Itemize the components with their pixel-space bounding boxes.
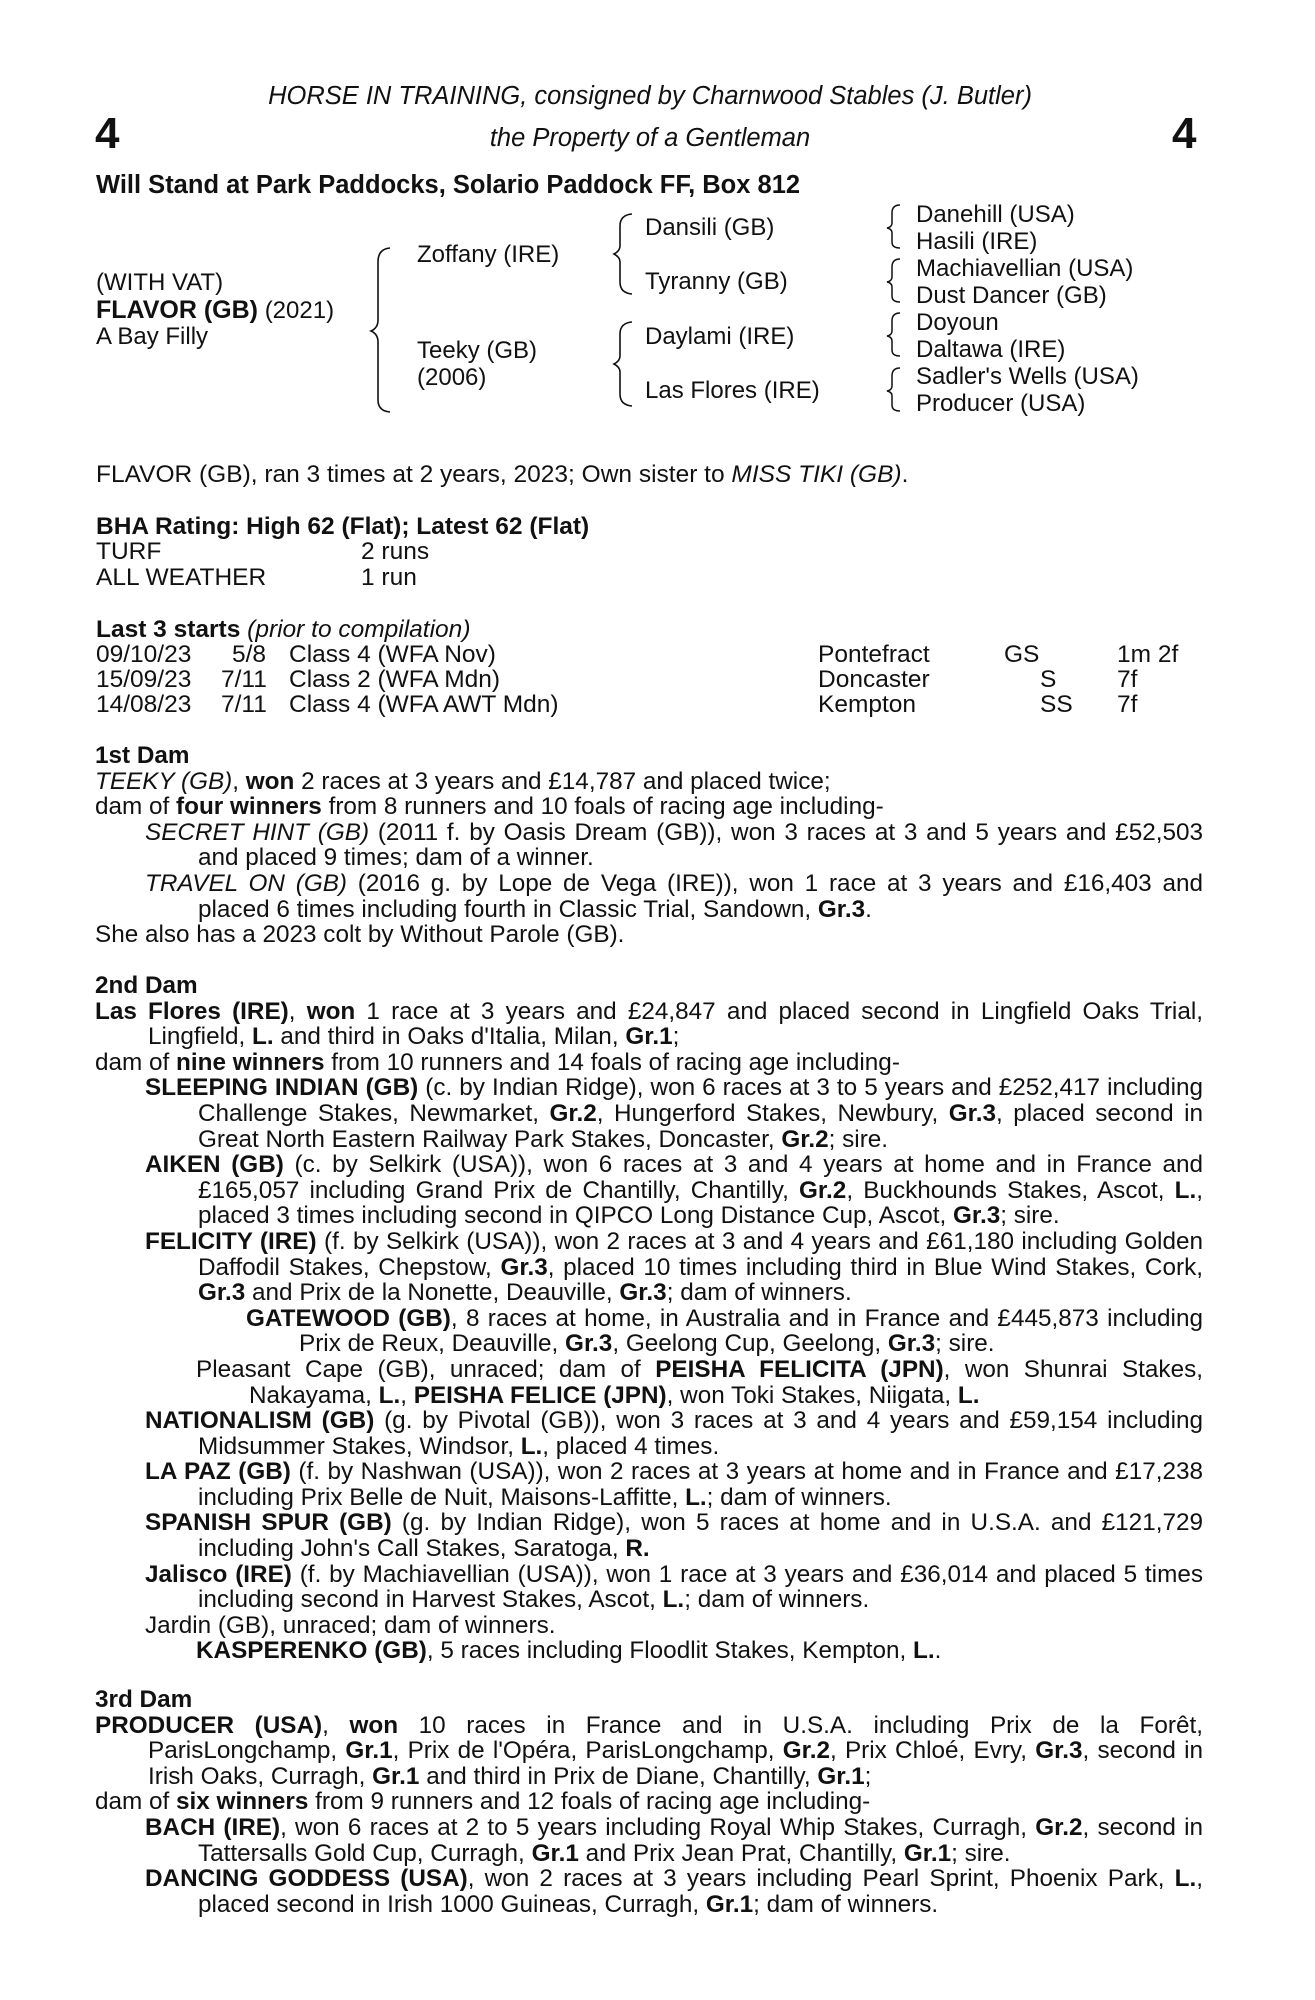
consignor-line: HORSE IN TRAINING, consigned by Charnwood Stables (J. Butler) — [268, 82, 1032, 110]
first-dam-produce — [95, 794, 1203, 820]
dam-year: (2006) — [417, 364, 487, 391]
bold-run: L. — [252, 1023, 274, 1051]
great-grandparent: Dust Dancer (GB) — [916, 282, 1107, 309]
start-race: Class 4 (WFA Nov) — [289, 641, 496, 668]
first-dam-note — [95, 922, 1203, 948]
bold-run: nine winners — [176, 1048, 325, 1076]
second-dam-produce — [95, 1050, 1203, 1076]
great-grandparent: Machiavellian (USA) — [916, 255, 1134, 282]
bold-run: Gr.2 — [782, 1737, 830, 1765]
lot-number-right: 4 — [1172, 109, 1197, 158]
text-run: , Geelong Cup, Geelong, — [612, 1330, 888, 1358]
bold-run: L. — [957, 1381, 980, 1409]
text-run: and Prix de la Nonette, Deauville, — [245, 1279, 620, 1307]
progeny-entry — [95, 1152, 1203, 1229]
text-run: (2016 g. by Lope de Vega (IRE)), won 1 race at 3 years and £16,403 and placed 6 times including fourth in Classic Trial, Sandown, — [198, 869, 1203, 923]
text-run: She also has a 2023 colt by Without Parole (GB). — [95, 921, 625, 949]
bold-run: KASPERENKO (GB) — [196, 1637, 427, 1665]
text-run: (c. by Indian Ridge), won 6 races at 3 to 5 years and £252,417 including Challenge Stakes, Newmarket, — [198, 1074, 1203, 1127]
horse-description: A Bay Filly — [96, 323, 209, 350]
start-position: 7/11 — [221, 666, 267, 693]
text-run: ; — [672, 1023, 680, 1051]
progeny-entry — [95, 1562, 1203, 1613]
bold-run: FELICITY (IRE) — [145, 1227, 317, 1255]
bold-run: L. — [913, 1637, 935, 1665]
start-distance: 7f — [1117, 666, 1138, 693]
italic-run: SECRET HINT (GB) — [145, 818, 370, 846]
dam-name: Teeky (GB) — [417, 337, 538, 364]
bold-run: L. — [1174, 1865, 1197, 1893]
surface-runs: 2 runs — [361, 538, 430, 565]
bold-run: L. — [520, 1432, 543, 1460]
text-run: Pleasant Cape (GB), unraced; dam of — [196, 1355, 656, 1383]
text-run: (f. by Nashwan (USA)), won 2 races at 3 years at home and in France and £17,238 including Prix Belle de Nuit, Maisons-Laffitte, — [198, 1458, 1204, 1511]
bold-run: Gr.3 — [887, 1330, 936, 1358]
text-run: , Prix Chloé, Evry, — [830, 1737, 1036, 1765]
text-run: . — [865, 895, 872, 923]
lot-number-left: 4 — [95, 109, 120, 158]
start-distance: 7f — [1117, 691, 1138, 718]
bold-run: Gr.1 — [817, 1762, 865, 1790]
text-run: ; sire. — [828, 1125, 889, 1153]
text-run: , placed 3 times including second in QIPCO Long Distance Cup, Ascot, — [198, 1176, 1203, 1230]
start-course: Kempton — [818, 691, 917, 718]
grandsire: Dansili (GB) — [645, 214, 775, 241]
bold-run: PEISHA FELICE (JPN) — [413, 1381, 667, 1409]
bold-run: PRODUCER (USA) — [95, 1711, 323, 1739]
text-run: 10 races in France and in U.S.A. including Prix de la Forêt, ParisLongchamp, — [148, 1711, 1203, 1765]
bold-run: BACH (IRE) — [145, 1813, 281, 1841]
race-summary — [96, 462, 908, 488]
bold-run: won — [306, 997, 356, 1025]
bold-run: won — [349, 1711, 399, 1739]
progeny-entry — [95, 1866, 1203, 1917]
bold-run: won — [245, 767, 295, 795]
text-run: , won 6 races at 2 to 5 years including Royal Whip Stakes, Curragh, — [280, 1813, 1036, 1841]
text-run: , — [232, 767, 246, 795]
property-line: the Property of a Gentleman — [489, 124, 811, 152]
text-run: , — [322, 1711, 350, 1739]
start-position: 7/11 — [221, 691, 267, 718]
great-grandparent: Danehill (USA) — [916, 201, 1075, 228]
text-run: (f. by Machiavellian (USA)), won 1 race at 3 years and £36,014 and placed 5 times including second in Harvest Stakes, Ascot, — [198, 1560, 1203, 1614]
surface-label: ALL WEATHER — [96, 564, 267, 591]
start-course: Pontefract — [818, 641, 930, 668]
bha-rating: BHA Rating: High 62 (Flat); Latest 62 (Flat) — [96, 513, 590, 540]
first-dam-record — [95, 769, 1203, 795]
text-run: ; dam of winners. — [684, 1586, 870, 1614]
bold-run: Gr.1 — [903, 1839, 952, 1867]
start-date: 09/10/23 — [96, 641, 192, 668]
first-dam-heading: 1st Dam — [95, 742, 190, 769]
text-run: from 8 runners and 10 foals of racing age including- — [321, 793, 884, 821]
text-run: (2011 f. by Oasis Dream (GB)), won 3 races at 3 and 5 years and £52,503 and placed 9 times; dam of a winner. — [198, 818, 1204, 872]
bracket-great — [0, 0, 1, 1]
progeny-entry — [95, 1815, 1203, 1866]
text-run: , — [400, 1381, 414, 1409]
text-run: , placed 4 times. — [542, 1432, 720, 1460]
text-run: , placed second in Great North Eastern Railway Park Stakes, Doncaster, — [198, 1099, 1204, 1153]
text-run: Jardin (GB), unraced; dam of winners. — [145, 1611, 556, 1639]
start-date: 15/09/23 — [96, 666, 192, 693]
bold-run: SPANISH SPUR (GB) — [145, 1509, 392, 1537]
start-going: S — [1040, 666, 1057, 693]
bold-run: Gr.3 — [198, 1279, 246, 1307]
text-run: from 9 runners and 12 foals of racing age including- — [308, 1788, 871, 1816]
bold-run: DANCING GODDESS (USA) — [145, 1865, 468, 1893]
text-run: , won Shunrai Stakes, Nakayama, — [249, 1355, 1203, 1409]
bold-run: GATEWOOD (GB) — [246, 1304, 451, 1332]
text-run: 2 races at 3 years and £14,787 and placed twice; — [294, 767, 831, 795]
horse-name-line — [96, 297, 334, 324]
great-grandparent: Daltawa (IRE) — [916, 336, 1066, 363]
stand-location: Will Stand at Park Paddocks, Solario Paddock FF, Box 812 — [96, 171, 801, 199]
great-grandparent: Producer (USA) — [916, 390, 1086, 417]
text-run: (g. by Indian Ridge), won 5 races at home and in U.S.A. and £121,729 including John's Call Stakes, Saratoga, — [198, 1509, 1203, 1563]
text-run: , 8 races at home, in Australia and in France and £445,873 including Prix de Reux, Deauville, — [299, 1304, 1203, 1358]
text-run: ; dam of winners. — [706, 1483, 892, 1511]
start-race: Class 4 (WFA AWT Mdn) — [289, 691, 559, 718]
third-dam-section — [95, 1687, 1203, 1917]
third-dam-heading: 3rd Dam — [95, 1686, 193, 1713]
text-run: ; — [864, 1762, 872, 1790]
start-date: 14/08/23 — [96, 691, 192, 718]
bold-run: L. — [378, 1381, 401, 1409]
progeny-entry — [95, 1075, 1203, 1152]
last-starts-note: (prior to compilation) — [247, 616, 471, 643]
text-run: , won Toki Stakes, Niigata, — [666, 1381, 958, 1409]
text-run: dam of — [95, 1788, 177, 1816]
bold-run: Gr.2 — [549, 1099, 597, 1127]
bold-run: Gr.1 — [705, 1890, 754, 1918]
text-run: , won 2 races at 3 years including Pearl Sprint, Phoenix Park, — [467, 1865, 1175, 1893]
dam-sire: Daylami (IRE) — [645, 323, 795, 350]
text-run: and Prix Jean Prat, Chantilly, — [578, 1839, 904, 1867]
text-run: , second in Tattersalls Gold Cup, Curragh, — [198, 1813, 1203, 1867]
start-distance: 1m 2f — [1117, 641, 1179, 668]
sibling-name: MISS TIKI (GB) — [731, 461, 902, 488]
text-run: dam of — [95, 1048, 177, 1076]
bold-run: Gr.3 — [1035, 1737, 1083, 1765]
text-run: (f. by Selkirk (USA)), won 2 races at 3 and 4 years and £61,180 including Golden Daffodil Stakes, Chepstow, — [198, 1227, 1203, 1281]
first-dam-section — [95, 743, 1203, 948]
summary-text: FLAVOR (GB), ran 3 times at 2 years, 2023; Own sister to — [96, 461, 732, 488]
text-run: ; dam of winners. — [666, 1279, 852, 1307]
great-grandparent: Sadler's Wells (USA) — [916, 363, 1139, 390]
text-run: (c. by Selkirk (USA)), won 6 races at 3 and 4 years at home and in France and £165,057 including Grand Prix de Chantilly, Chantilly, — [198, 1151, 1203, 1204]
text-run: ; sire. — [1000, 1202, 1060, 1230]
bold-run: Jalisco (IRE) — [145, 1560, 292, 1588]
bold-run: LA PAZ (GB) — [145, 1458, 291, 1486]
surface-label: TURF — [96, 538, 162, 565]
third-dam-produce — [95, 1789, 1203, 1815]
text-run: from 10 runners and 14 foals of racing age including- — [324, 1048, 900, 1076]
bold-run: R. — [625, 1535, 650, 1563]
bold-run: Gr.3 — [619, 1279, 667, 1307]
second-dam-record — [95, 999, 1203, 1050]
text-run: , second in Irish Oaks, Curragh, — [148, 1737, 1203, 1790]
second-dam-section — [95, 973, 1203, 1664]
surface-runs: 1 run — [361, 564, 417, 591]
progeny-entry — [95, 871, 1203, 922]
sire-name: Zoffany (IRE) — [417, 241, 560, 268]
bold-run: AIKEN (GB) — [145, 1151, 284, 1179]
text-run: ; sire. — [951, 1839, 1011, 1867]
last-starts-heading — [96, 617, 470, 643]
progeny-entry — [95, 1229, 1203, 1306]
bold-run: L. — [662, 1586, 685, 1614]
bold-run: L. — [1174, 1176, 1197, 1204]
bold-run: Gr.1 — [531, 1839, 579, 1867]
second-dam: Las Flores (IRE) — [645, 377, 820, 404]
horse-name: FLAVOR (GB) — [96, 296, 259, 324]
summary-end: . — [901, 461, 909, 488]
text-run: and third in Prix de Diane, Chantilly, — [419, 1762, 818, 1790]
bold-run: six winners — [176, 1788, 309, 1816]
bold-run: NATIONALISM (GB) — [145, 1407, 375, 1435]
bold-run: Gr.3 — [952, 1202, 1001, 1230]
bold-run: SLEEPING INDIAN (GB) — [145, 1074, 419, 1102]
bold-run: Gr.3 — [500, 1253, 548, 1281]
great-grandparent: Hasili (IRE) — [916, 228, 1038, 255]
bold-run: L. — [685, 1483, 707, 1511]
start-going: SS — [1040, 691, 1073, 718]
progeny-entry — [95, 1459, 1203, 1510]
grand-progeny-entry — [95, 1638, 1203, 1664]
vat-note: (WITH VAT) — [96, 269, 224, 296]
text-run: , Buckhounds Stakes, Ascot, — [846, 1176, 1175, 1204]
text-run: 1 race at 3 years and £24,847 and placed second in Lingfield Oaks Trial, Lingfield, — [148, 997, 1203, 1051]
great-grandparent: Doyoun — [916, 309, 999, 336]
start-position: 5/8 — [232, 641, 267, 668]
grand-progeny-entry — [95, 1357, 1203, 1408]
third-dam-record — [95, 1713, 1203, 1790]
text-run: , — [288, 997, 307, 1025]
text-run: ; sire. — [935, 1330, 995, 1358]
bold-run: Gr.1 — [625, 1023, 673, 1051]
start-course: Doncaster — [818, 666, 930, 693]
bold-run: Gr.2 — [799, 1176, 847, 1204]
progeny-entry — [95, 1613, 1203, 1639]
progeny-entry — [95, 1408, 1203, 1459]
start-race: Class 2 (WFA Mdn) — [289, 666, 501, 693]
text-run: , Prix de l'Opéra, ParisLongchamp, — [392, 1737, 783, 1765]
bold-run: Las Flores (IRE) — [95, 997, 289, 1025]
progeny-entry — [95, 1510, 1203, 1561]
italic-run: TRAVEL ON (GB) — [145, 869, 348, 897]
bold-run: Gr.1 — [345, 1737, 393, 1765]
italic-run: TEEKY (GB) — [95, 767, 233, 795]
text-run: . — [934, 1637, 942, 1665]
horse-year: (2021) — [264, 297, 335, 324]
last-starts-title: Last 3 starts — [96, 616, 241, 643]
bold-run: Gr.1 — [372, 1762, 420, 1790]
text-run: , placed 10 times including third in Blue Wind Stakes, Cork, — [547, 1253, 1203, 1281]
bold-run: Gr.3 — [817, 895, 866, 923]
text-run: , placed second in Irish 1000 Guineas, Curragh, — [198, 1865, 1203, 1918]
text-run: , 5 races including Floodlit Stakes, Kempton, — [426, 1637, 914, 1665]
start-going: GS — [1004, 641, 1040, 668]
bold-run: four winners — [176, 793, 322, 821]
bold-run: Gr.2 — [1035, 1813, 1083, 1841]
progeny-entry — [95, 820, 1203, 871]
text-run: (g. by Pivotal (GB)), won 3 races at 3 and 4 years and £59,154 including Midsummer Stakes, Windsor, — [198, 1407, 1203, 1460]
text-run: ; dam of winners. — [753, 1890, 939, 1918]
grand-progeny-entry — [95, 1306, 1203, 1357]
bold-run: PEISHA FELICITA (JPN) — [655, 1355, 944, 1383]
text-run: , Hungerford Stakes, Newbury, — [596, 1099, 949, 1127]
bold-run: Gr.3 — [948, 1099, 997, 1127]
bold-run: Gr.3 — [565, 1330, 613, 1358]
text-run: and third in Oaks d'Italia, Milan, — [273, 1023, 626, 1051]
second-dam-heading: 2nd Dam — [95, 972, 198, 999]
bold-run: Gr.2 — [781, 1125, 829, 1153]
text-run: dam of — [95, 793, 177, 821]
granddam-sire-side: Tyranny (GB) — [645, 268, 788, 295]
